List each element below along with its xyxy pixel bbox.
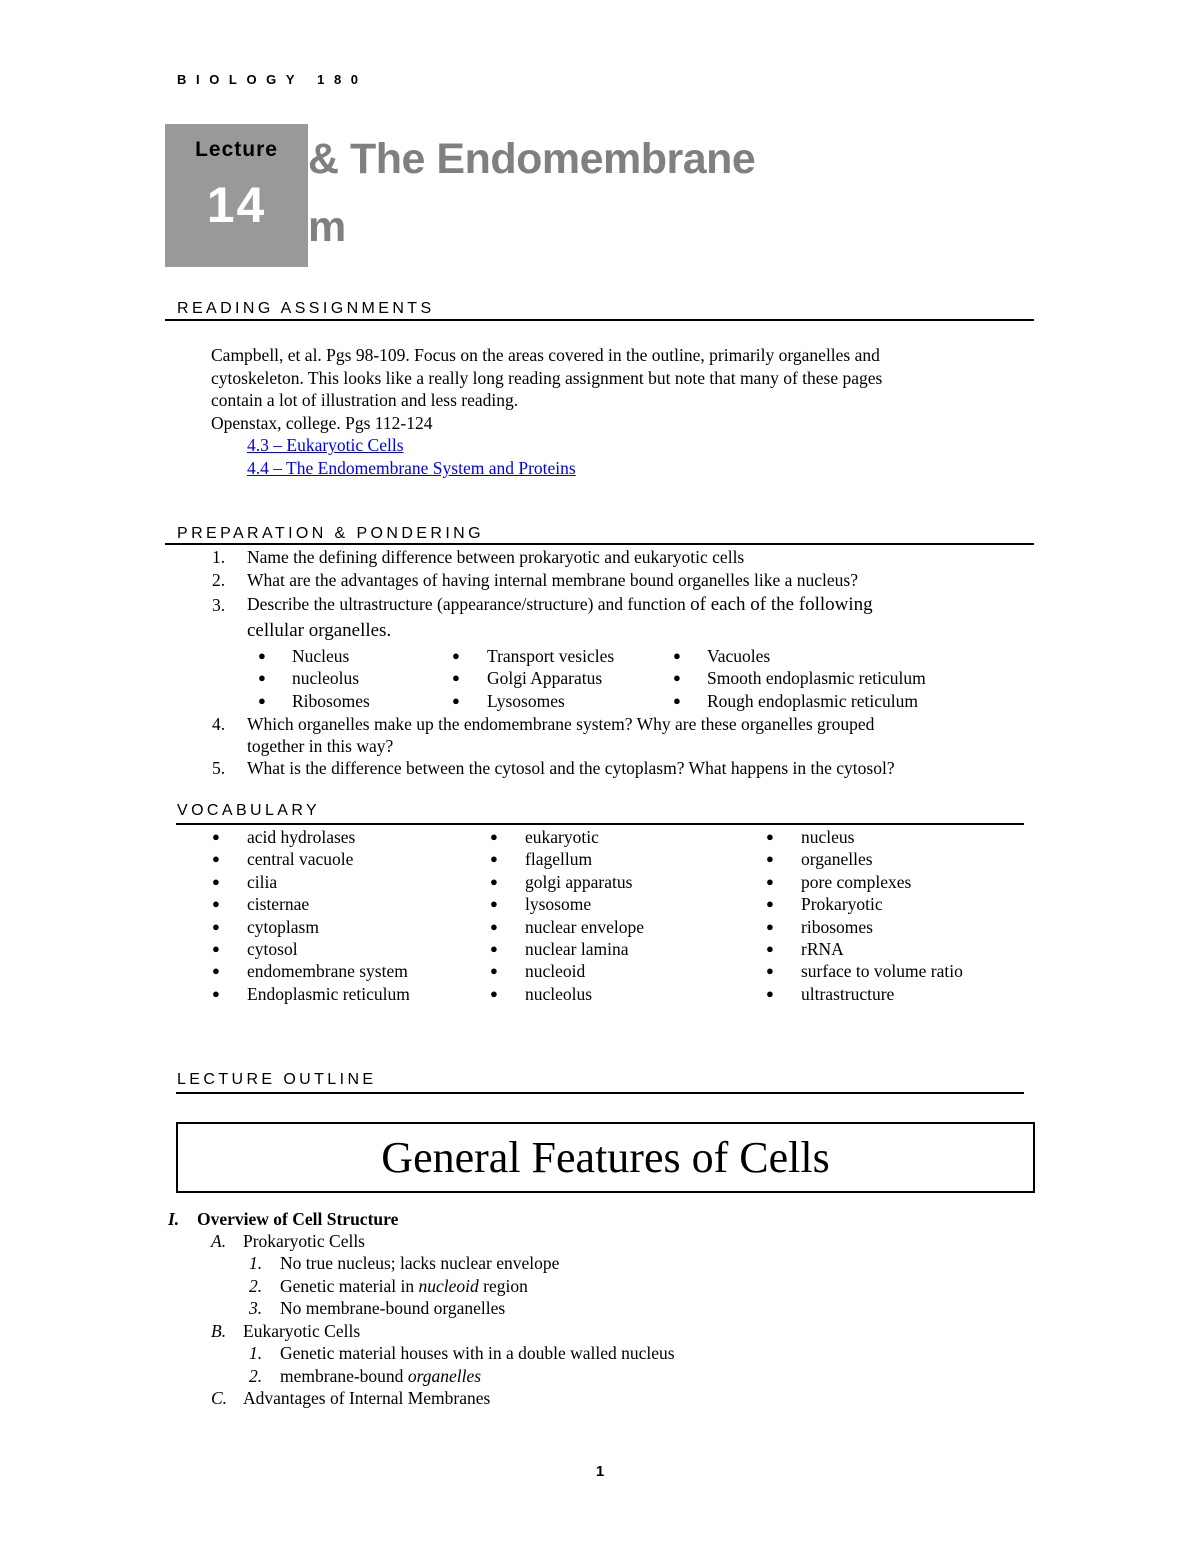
organelle-item: Golgi Apparatus: [487, 668, 603, 688]
vocabulary-term: eukaryotic: [525, 827, 599, 847]
question-number: 5.: [212, 758, 226, 778]
bullet: ●: [766, 963, 774, 979]
bullet: ●: [766, 851, 774, 867]
organelle-item: Smooth endoplasmic reticulum: [707, 668, 926, 688]
question-3-part-a: Describe the ultrastructure (appearance/structure) and function: [247, 594, 691, 614]
bullet: ●: [452, 648, 460, 663]
question-3: [247, 593, 873, 617]
outline-marker-B: B.: [211, 1321, 227, 1341]
bullet: ●: [673, 648, 681, 663]
bullet: ●: [490, 829, 498, 844]
question-4: Which organelles make up the endomembrane system? Why are these organelles grouped: [247, 714, 875, 734]
outline-marker-C: C.: [211, 1388, 228, 1408]
vocabulary-term: cilia: [247, 871, 278, 892]
organelle-item: Rough endoplasmic reticulum: [707, 691, 918, 711]
outline-marker-A: A.: [211, 1231, 227, 1251]
reading-line-1: Campbell, et al. Pgs 98-109. Focus on the areas covered in the outline, primarily organelles and: [211, 345, 880, 365]
section-title-box: General Features of Cells: [176, 1122, 1035, 1193]
outline-item-A: Prokaryotic Cells: [243, 1231, 365, 1251]
vocabulary-term: endomembrane system: [247, 961, 408, 982]
bullet: ●: [212, 873, 220, 889]
bullet: ●: [490, 941, 498, 956]
reading-divider: [165, 319, 1034, 321]
question-1: Name the defining difference between prokaryotic and eukaryotic cells: [247, 547, 745, 567]
vocabulary-term: cytoplasm: [247, 916, 319, 937]
bullet: ●: [452, 670, 460, 685]
organelle-item: Ribosomes: [292, 691, 370, 711]
outline-item-A2: [280, 1275, 528, 1298]
question-number: 3.: [212, 595, 226, 615]
bullet: ●: [490, 851, 498, 867]
page-number: 1: [595, 1463, 605, 1480]
vocabulary-term: central vacuole: [247, 849, 354, 870]
bullet: ●: [766, 918, 774, 934]
vocabulary-term: organelles: [801, 849, 873, 870]
link-eukaryotic-cells[interactable]: 4.3 – Eukaryotic Cells: [247, 435, 404, 455]
organelle-item: nucleolus: [292, 668, 360, 688]
vocabulary-term: pore complexes: [801, 871, 912, 892]
reading-line-4: Openstax, college. Pgs 112-124: [211, 413, 433, 433]
outline-item-A2-emphasis: nucleoid: [418, 1276, 479, 1296]
outline-item-A3: No membrane-bound organelles: [280, 1298, 506, 1318]
lecture-number-box: [165, 124, 308, 267]
bullet: ●: [258, 670, 266, 685]
question-4-continued: together in this way?: [247, 736, 394, 756]
question-2: What are the advantages of having internal membrane bound organelles like a nucleus?: [247, 570, 858, 590]
vocabulary-term: nuclear lamina: [525, 939, 629, 959]
outline-item-A2-text-end: region: [478, 1276, 528, 1296]
bullet: ●: [766, 829, 774, 844]
bullet: ●: [673, 693, 681, 708]
outline-heading: LECTURE OUTLINE: [177, 1071, 377, 1088]
reading-line-3: contain a lot of illustration and less reading.: [211, 390, 519, 410]
bullet: ●: [258, 648, 266, 663]
organelle-item: Nucleus: [292, 646, 350, 666]
bullet: ●: [673, 670, 681, 685]
vocabulary-term: ultrastructure: [801, 983, 895, 1004]
outline-item-B: Eukaryotic Cells: [243, 1321, 361, 1341]
bullet: ●: [766, 873, 774, 889]
organelle-item: Transport vesicles: [487, 646, 615, 666]
vocabulary-term: ribosomes: [801, 916, 873, 937]
bullet: ●: [766, 941, 774, 956]
bullet: ●: [212, 829, 220, 844]
bullet: ●: [212, 896, 220, 912]
lecture-number: 14: [206, 177, 267, 233]
vocabulary-heading: VOCABULARY: [177, 802, 321, 819]
outline-marker-B1: 1.: [249, 1343, 263, 1363]
bullet: ●: [490, 918, 498, 934]
vocabulary-term: flagellum: [525, 849, 593, 870]
vocabulary-term: rRNA: [801, 939, 844, 959]
bullet: ●: [212, 851, 220, 867]
bullet: ●: [212, 918, 220, 934]
outline-marker-B2: 2.: [249, 1366, 263, 1386]
vocabulary-term: nuclear envelope: [525, 916, 645, 937]
outline-item-B2-text: membrane-bound: [280, 1366, 408, 1386]
bullet: ●: [212, 941, 220, 956]
organelle-item: Vacuoles: [707, 646, 771, 666]
bullet: ●: [490, 963, 498, 979]
link-endomembrane-system[interactable]: 4.4 – The Endomembrane System and Proteins: [247, 458, 576, 478]
question-3-continued: cellular organelles.: [247, 620, 392, 641]
reading-line-2: cytoskeleton. This looks like a really long reading assignment but note that many of these pages: [211, 368, 883, 388]
bullet: ●: [212, 963, 220, 979]
vocabulary-term: nucleolus: [525, 983, 593, 1004]
page-title-line-2: m: [308, 203, 346, 251]
outline-marker-A1: 1.: [249, 1253, 263, 1273]
outline-marker-A2: 2.: [249, 1276, 263, 1296]
page-title-line-1: & The Endomembrane: [308, 135, 756, 183]
preparation-heading: PREPARATION & PONDERING: [177, 525, 484, 542]
outline-item-I: Overview of Cell Structure: [197, 1209, 399, 1229]
outline-divider: [176, 1092, 1024, 1094]
lecture-word: Lecture: [195, 138, 278, 161]
outline-item-B2-emphasis: organelles: [407, 1366, 482, 1386]
vocabulary-term: Prokaryotic: [801, 894, 883, 915]
vocabulary-term: nucleoid: [525, 961, 586, 982]
bullet: ●: [490, 873, 498, 889]
reading-heading: READING ASSIGNMENTS: [177, 300, 435, 317]
course-label: BIOLOGY 180: [177, 72, 368, 87]
outline-item-C: Advantages of Internal Membranes: [243, 1388, 491, 1408]
vocabulary-term: surface to volume ratio: [801, 961, 963, 982]
outline-item-B2: [280, 1365, 481, 1388]
question-number: 4.: [212, 714, 226, 734]
bullet: ●: [766, 985, 774, 1001]
bullet: ●: [212, 985, 220, 1001]
outline-marker-A3: 3.: [249, 1298, 263, 1318]
organelle-item: Lysosomes: [487, 691, 565, 711]
question-number: 1.: [212, 547, 226, 567]
vocabulary-term: nucleus: [801, 827, 855, 847]
bullet: ●: [452, 693, 460, 708]
vocabulary-term: golgi apparatus: [525, 871, 633, 892]
outline-item-A2-text: Genetic material in: [280, 1276, 419, 1296]
question-3-part-b: of each of the following: [690, 594, 873, 615]
vocabulary-term: Endoplasmic reticulum: [247, 983, 410, 1004]
bullet: ●: [258, 693, 266, 708]
preparation-divider: [165, 543, 1034, 545]
outline-item-B1: Genetic material houses with in a double walled nucleus: [280, 1343, 675, 1363]
vocabulary-term: cisternae: [247, 894, 310, 915]
question-5: What is the difference between the cytosol and the cytoplasm? What happens in the cytosol?: [247, 758, 895, 778]
vocabulary-term: acid hydrolases: [247, 827, 356, 847]
question-number: 2.: [212, 570, 226, 590]
outline-marker-I: I.: [168, 1209, 180, 1229]
bullet: ●: [490, 985, 498, 1001]
bullet: ●: [490, 896, 498, 912]
vocabulary-divider: [176, 823, 1024, 825]
vocabulary-term: cytosol: [247, 939, 298, 959]
outline-item-A1: No true nucleus; lacks nuclear envelope: [280, 1253, 560, 1273]
vocabulary-term: lysosome: [525, 894, 592, 915]
bullet: ●: [766, 896, 774, 912]
